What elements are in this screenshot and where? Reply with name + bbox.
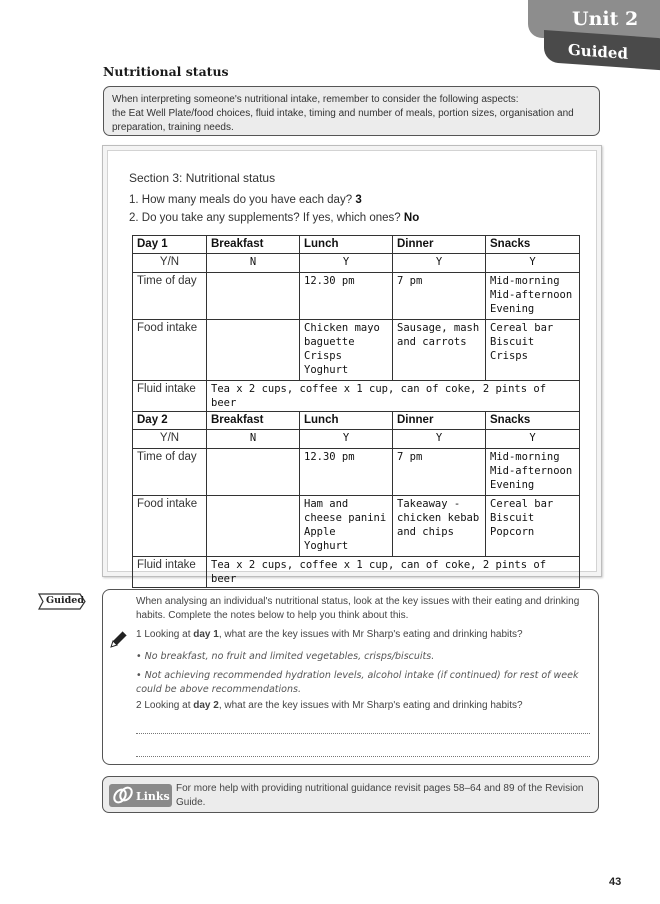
column-header: Snacks [486, 236, 580, 254]
day-label: Day 2 [133, 412, 207, 430]
yn-cell: Y [486, 254, 580, 273]
q2-prefix: 2 Looking at [136, 700, 194, 711]
food-cell: Chicken mayo baguette Crisps Yoghurt [300, 320, 393, 381]
answer-bullet-1: • No breakfast, no fruit and limited vegetables, crisps/biscuits. [136, 651, 435, 662]
row-label-fluid: Fluid intake [133, 557, 207, 588]
guided-activity-box [102, 589, 599, 765]
column-header: Breakfast [207, 236, 300, 254]
links-badge [109, 784, 172, 807]
section-title: Section 3: Nutritional status [129, 171, 276, 185]
intro-line-2: the Eat Well Plate/food choices, fluid intake, timing and number of meals, portion sizes, organisation and [112, 108, 574, 119]
time-cell: 12.30 pm [300, 273, 393, 320]
table-row [133, 254, 580, 273]
yn-cell: Y [300, 254, 393, 273]
guided-label: Guided [568, 40, 628, 63]
column-header: Snacks [486, 412, 580, 430]
table-row [133, 496, 580, 557]
food-cell: Sausage, mash and carrots [393, 320, 486, 381]
guided-side-tag [38, 593, 86, 610]
q1-suffix: , what are the key issues with Mr Sharp's eating and drinking habits? [218, 629, 523, 640]
time-cell: 12.30 pm [300, 449, 393, 496]
day-label: Day 1 [133, 236, 207, 254]
guided-question-1 [136, 628, 523, 642]
nutrition-form [102, 145, 602, 585]
guided-question-2 [136, 699, 523, 713]
links-box [102, 776, 599, 813]
food-cell: Cereal bar Biscuit Popcorn [486, 496, 580, 557]
q2-bold: day 2 [193, 700, 219, 711]
form-sheet [107, 150, 597, 585]
q1-bold: day 1 [193, 629, 219, 640]
question-2-text: 2. Do you take any supplements? If yes, which ones? [129, 212, 401, 224]
answer-bullet-2a: • Not achieving recommended hydration levels, alcohol intake (if continued) for rest of week [136, 670, 579, 681]
column-header: Dinner [393, 412, 486, 430]
links-label: Links [136, 790, 170, 803]
guided-intro-2: habits. Complete the notes below to help you think about this. [136, 610, 409, 621]
yn-cell: N [207, 430, 300, 449]
time-cell: Mid-morning Mid-afternoon Evening [486, 273, 580, 320]
intake-table [132, 235, 580, 588]
intro-line-3: preparation, training needs. [112, 122, 234, 133]
intro-line-1: When interpreting someone's nutritional intake, remember to consider the following aspects: [112, 94, 519, 105]
time-cell [207, 273, 300, 320]
column-header: Lunch [300, 412, 393, 430]
food-cell [207, 496, 300, 557]
page-heading: Nutritional status [103, 64, 229, 79]
table-row [133, 449, 580, 496]
time-cell: Mid-morning Mid-afternoon Evening [486, 449, 580, 496]
q2-suffix: , what are the key issues with Mr Sharp's eating and drinking habits? [218, 700, 523, 711]
table-row [133, 273, 580, 320]
yn-cell: N [207, 254, 300, 273]
question-1 [129, 194, 362, 206]
answer-line-1[interactable] [136, 732, 590, 734]
yn-cell: Y [300, 430, 393, 449]
food-cell: Cereal bar Biscuit Crisps [486, 320, 580, 381]
guided-intro-1: When analysing an individual's nutritional status, look at the key issues with their eating and drinking [136, 596, 580, 607]
page-number: 43 [609, 876, 622, 888]
question-2 [129, 212, 419, 224]
answer-bullet-2b: could be above recommendations. [136, 684, 301, 695]
table-header-row [133, 412, 580, 430]
yn-cell: Y [393, 430, 486, 449]
table-row [133, 430, 580, 449]
time-cell: 7 pm [393, 449, 486, 496]
question-2-answer: No [403, 212, 420, 224]
row-label-yn: Y/N [133, 254, 207, 273]
question-1-text: 1. How many meals do you have each day? [129, 194, 353, 206]
links-text-1: For more help with providing nutritional guidance revisit pages 58–64 and 89 of the Revision [176, 783, 584, 794]
links-text-2: Guide. [176, 797, 206, 808]
table-row [133, 320, 580, 381]
row-label-time: Time of day [133, 273, 207, 320]
table-row [133, 381, 580, 412]
fluid-cell: Tea x 2 cups, coffee x 1 cup, can of coke, 2 pints of beer [207, 557, 580, 588]
food-cell: Takeaway - chicken kebab and chips [393, 496, 486, 557]
row-label-food: Food intake [133, 496, 207, 557]
time-cell: 7 pm [393, 273, 486, 320]
unit-label: Unit 2 [572, 8, 639, 30]
column-header: Breakfast [207, 412, 300, 430]
question-1-answer: 3 [355, 194, 362, 206]
food-cell [207, 320, 300, 381]
pencil-icon [108, 628, 130, 650]
time-cell [207, 449, 300, 496]
column-header: Dinner [393, 236, 486, 254]
row-label-fluid: Fluid intake [133, 381, 207, 412]
row-label-food: Food intake [133, 320, 207, 381]
intro-box [103, 86, 600, 136]
answer-line-2[interactable] [136, 755, 590, 757]
guided-tag-label: Guided [46, 595, 84, 606]
links-text [176, 782, 586, 810]
q1-prefix: 1 Looking at [136, 629, 194, 640]
row-label-yn: Y/N [133, 430, 207, 449]
row-label-time: Time of day [133, 449, 207, 496]
guided-tab [544, 30, 660, 70]
yn-cell: Y [486, 430, 580, 449]
column-header: Lunch [300, 236, 393, 254]
fluid-cell: Tea x 2 cups, coffee x 1 cup, can of coke, 2 pints of beer [207, 381, 580, 412]
table-row [133, 557, 580, 588]
table-header-row [133, 236, 580, 254]
food-cell: Ham and cheese panini Apple Yoghurt [300, 496, 393, 557]
yn-cell: Y [393, 254, 486, 273]
